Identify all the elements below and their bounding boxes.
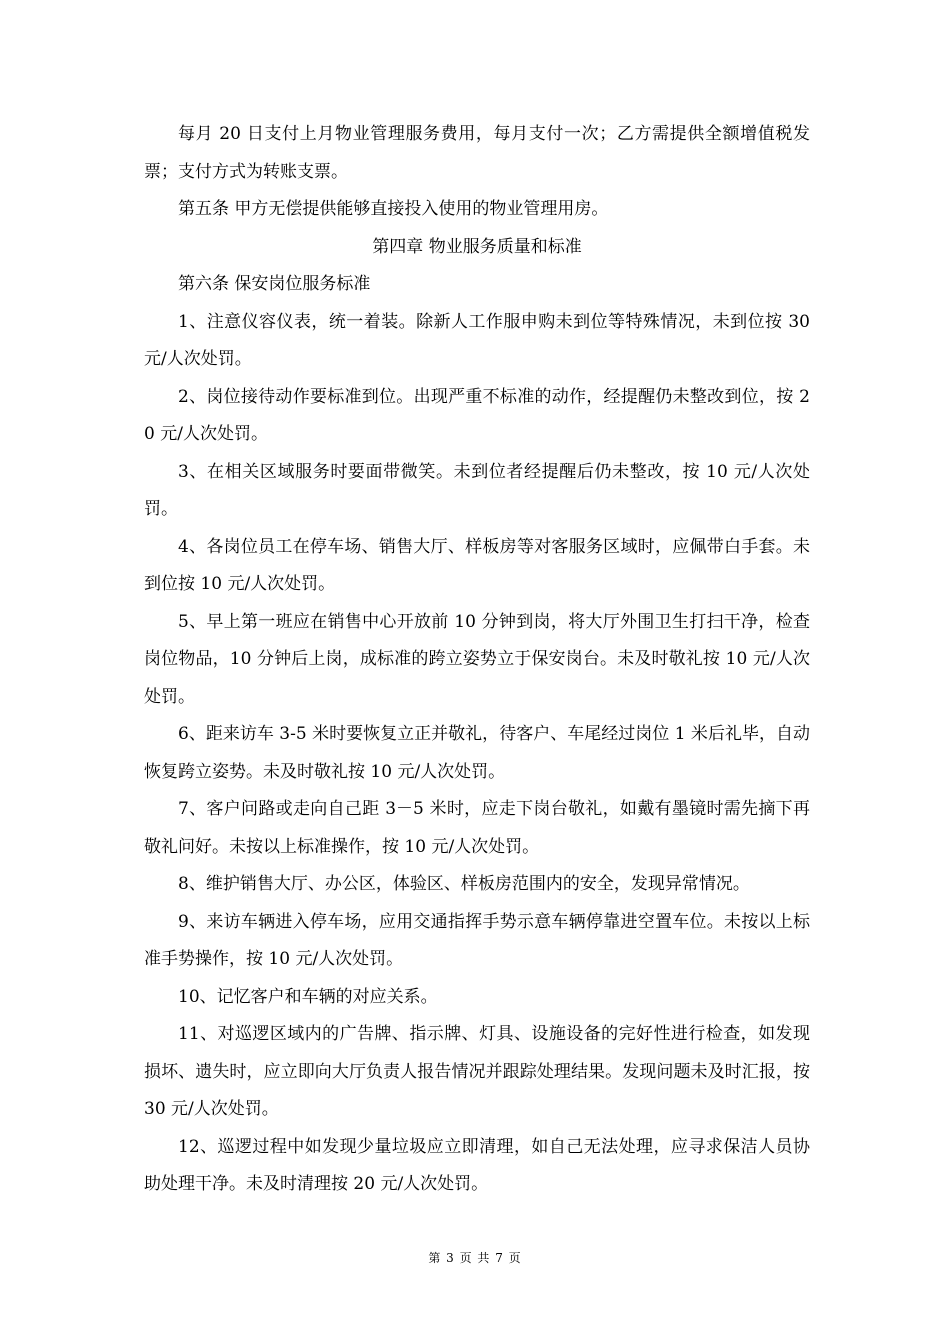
- paragraph-article-5: 第五条 甲方无偿提供能够直接投入使用的物业管理用房。: [178, 199, 609, 219]
- list-item-2: 2、岗位接待动作要标准到位。出现严重不标准的动作，经提醒仍未整改到位，按 20 元/人次处罚。: [144, 386, 810, 444]
- document-body: [144, 116, 810, 1204]
- paragraph-article-6: 第六条 保安岗位服务标准: [178, 274, 371, 294]
- list-item-10: 10、记忆客户和车辆的对应关系。: [178, 986, 438, 1007]
- list-item-12: 12、巡逻过程中如发现少量垃圾应立即清理，如自己无法处理，应寻求保洁人员协助处理干净。未及时清理按 20 元/人次处罚。: [144, 1136, 810, 1194]
- list-item-3: 3、在相关区域服务时要面带微笑。未到位者经提醒后仍未整改，按 10 元/人次处罚。: [144, 461, 810, 519]
- chapter-heading: 第四章 物业服务质量和标准: [372, 236, 582, 257]
- list-item-9: 9、来访车辆进入停车场，应用交通指挥手势示意车辆停靠进空置车位。未按以上标准手势操作，按 10 元/人次处罚。: [144, 911, 810, 969]
- list-item-11: 11、对巡逻区域内的广告牌、指示牌、灯具、设施设备的完好性进行检查，如发现损坏、遗失时，应立即向大厅负责人报告情况并跟踪处理结果。发现问题未及时汇报，按 30 元/人次处罚。: [144, 1024, 810, 1119]
- list-item-4: 4、各岗位员工在停车场、销售大厅、样板房等对客服务区域时，应佩带白手套。未到位按 10 元/人次处罚。: [144, 536, 810, 594]
- list-item-1: 1、注意仪容仪表，统一着装。除新人工作服申购未到位等特殊情况，未到位按 30 元/人次处罚。: [144, 311, 810, 369]
- page-number-footer: 第 3 页 共 7 页: [428, 1251, 522, 1265]
- list-item-6: 6、距来访车 3-5 米时要恢复立正并敬礼，待客户、车尾经过岗位 1 米后礼毕，自动恢复跨立姿势。未及时敬礼按 10 元/人次处罚。: [144, 724, 810, 782]
- list-item-8: 8、维护销售大厅、办公区，体验区、样板房范围内的安全，发现异常情况。: [178, 874, 750, 894]
- paragraph-payment-terms: 每月 20 日支付上月物业管理服务费用，每月支付一次；乙方需提供全额增值税发票；支付方式为转账支票。: [144, 124, 810, 182]
- list-item-5: 5、早上第一班应在销售中心开放前 10 分钟到岗，将大厅外围卫生打扫干净，检查岗位物品，10 分钟后上岗，成标准的跨立姿势立于保安岗台。未及时敬礼按 10 元/人次处罚。: [144, 611, 810, 707]
- list-item-7: 7、客户问路或走向自己距 3－5 米时，应走下岗台敬礼，如戴有墨镜时需先摘下再敬礼问好。未按以上标准操作，按 10 元/人次处罚。: [144, 799, 810, 857]
